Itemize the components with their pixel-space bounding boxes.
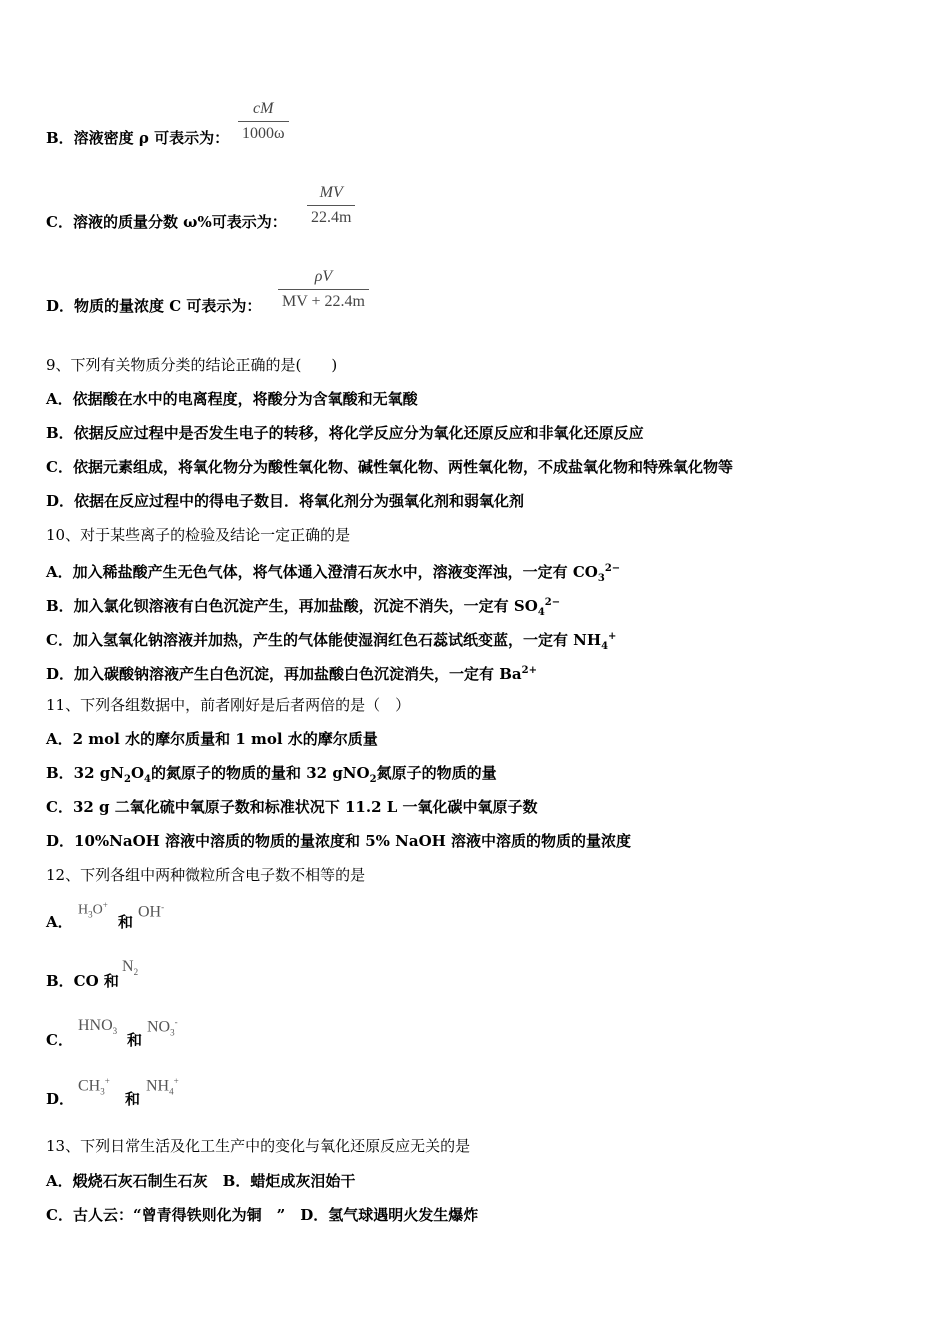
q12-option-c-label: C． bbox=[46, 1031, 73, 1049]
q12-option-d-label: D． bbox=[46, 1090, 75, 1108]
q8-option-c: C．溶液的质量分数 ω%可表示为： bbox=[46, 213, 287, 231]
q8-d-fraction: $\frac{\rho V}{MV + 22.4m}$ bbox=[278, 268, 369, 311]
q12-a-formula-2: OH- bbox=[138, 902, 165, 921]
q10-option-c: C．加入氢氧化钠溶液并加热，产生的气体能使湿润红色石蕊试纸变蓝，一定有 $NH_4^+$ bbox=[46, 631, 617, 652]
q8-option-d: D．物质的量浓度 C 可表示为： bbox=[46, 297, 262, 315]
q11-option-a: A．2 mol 水的摩尔质量和 1 mol 水的摩尔质量 bbox=[46, 730, 378, 748]
q12-c-formula-1: $HNO_3$ bbox=[78, 1017, 118, 1037]
q12-stem: 12、下列各组中两种微粒所含电子数不相等的是 bbox=[46, 866, 366, 884]
q11-option-d: D．10%NaOH 溶液中溶质的物质的量浓度和 5% NaOH 溶液中溶质的物质的量浓度 bbox=[46, 832, 632, 850]
q13-options-cd: C．古人云：“曾青得铁则化为铜 ” D．氢气球遇明火发生爆炸 bbox=[46, 1206, 479, 1224]
q12-option-a-label: A． bbox=[46, 913, 73, 931]
q12-a-and: 和 bbox=[118, 913, 134, 931]
q12-d-formula-1: $CH_3^+$ bbox=[78, 1076, 110, 1097]
q12-d-and: 和 bbox=[125, 1090, 141, 1108]
q13-options-ab: A．煅烧石灰石制生石灰 B．蜡炬成灰泪始干 bbox=[46, 1172, 356, 1190]
q9-option-c: C．依据元素组成，将氧化物分为酸性氧化物、碱性氧化物、两性氧化物，不成盐氧化物和特殊氧化物等 bbox=[46, 458, 733, 476]
q10-stem: 10、对于某些离子的检验及结论一定正确的是 bbox=[46, 526, 351, 544]
q12-b-formula: $N_2$ bbox=[122, 958, 139, 978]
q10-option-b: B．加入氯化钡溶液有白色沉淀产生，再加盐酸，沉淀不消失，一定有 $SO_4^{2-}$ bbox=[46, 597, 561, 618]
q12-a-formula-1: $H_3O^+$ bbox=[78, 900, 108, 920]
q8-option-b: B．溶液密度 ρ 可表示为： bbox=[46, 129, 230, 147]
q12-c-and: 和 bbox=[127, 1031, 143, 1049]
q11-option-b: B．32 $gN_2O_4$的氮原子的物质的量和 32 gNO$_2$氮原子的物质的量 bbox=[46, 764, 497, 785]
q13-stem: 13、下列日常生活及化工生产中的变化与氧化还原反应无关的是 bbox=[46, 1137, 471, 1155]
q12-c-formula-2: $NO_3^-$ bbox=[147, 1017, 178, 1038]
q9-stem: 9、下列有关物质分类的结论正确的是( ) bbox=[46, 356, 338, 374]
q10-option-a: A．加入稀盐酸产生无色气体，将气体通入澄清石灰水中，溶液变浑浊，一定有 $CO_3^{2-}$ bbox=[46, 563, 621, 584]
q9-option-b: B．依据反应过程中是否发生电子的转移，将化学反应分为氧化还原反应和非氧化还原反应 bbox=[46, 424, 644, 442]
q9-option-d: D．依据在反应过程中的得电子数目．将氧化剂分为强氧化剂和弱氧化剂 bbox=[46, 492, 525, 510]
q11-option-c: C．32 g 二氧化硫中氧原子数和标准状况下 11.2 L 一氧化碳中氧原子数 bbox=[46, 798, 538, 816]
q12-option-b-label: B．CO 和 bbox=[46, 972, 119, 990]
q11-stem: 11、下列各组数据中，前者刚好是后者两倍的是（ ） bbox=[46, 696, 411, 714]
q9-option-a: A．依据酸在水中的电离程度，将酸分为含氧酸和无氧酸 bbox=[46, 390, 418, 408]
q8-b-fraction: $\frac{cM}{1000\omega}$ bbox=[238, 100, 289, 143]
q12-d-formula-2: $NH_4^+$ bbox=[146, 1076, 179, 1097]
q10-option-d: D．加入碳酸钠溶液产生白色沉淀，再加盐酸白色沉淀消失，一定有 $Ba^{2+}$ bbox=[46, 665, 537, 683]
q8-c-fraction: $\frac{MV}{22.4m}$ bbox=[307, 184, 355, 227]
